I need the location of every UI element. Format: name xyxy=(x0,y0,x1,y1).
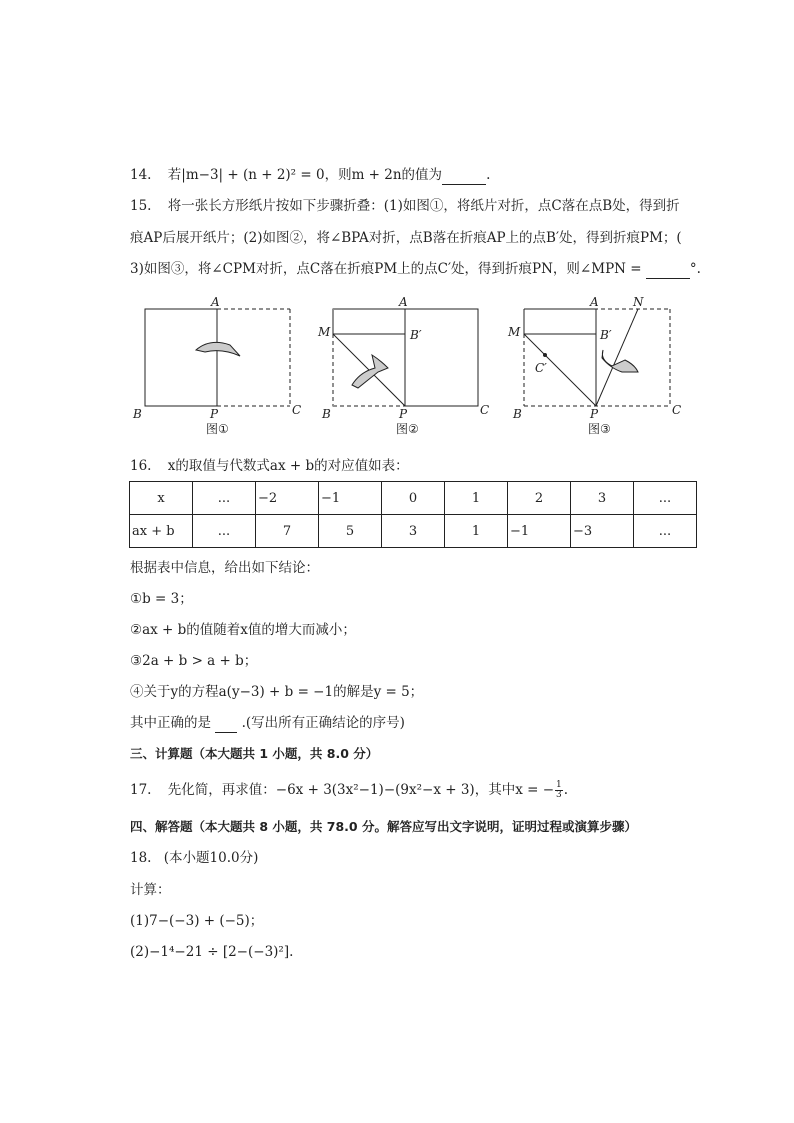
fold-arrow-icon xyxy=(602,350,638,372)
question-number: 17. xyxy=(130,782,152,798)
question-text: x的取值与代数式ax + b的对应值如表： xyxy=(167,458,409,474)
question-suffix: . xyxy=(486,167,491,183)
figure-2 xyxy=(317,295,489,436)
table-cell: −3 xyxy=(571,515,634,548)
ask-suffix: .(写出所有正确结论的序号) xyxy=(237,715,405,731)
figure-caption: 图① xyxy=(206,422,229,436)
folding-figures xyxy=(0,0,794,460)
label-A: A xyxy=(590,295,599,309)
figure-3 xyxy=(507,295,681,436)
table-cell: −1 xyxy=(508,515,571,548)
table-cell: x xyxy=(130,482,193,515)
question-note: (本小题10.0分) xyxy=(163,850,259,866)
section-heading-4: 四、解答题（本大题共 8 小题，共 78.0 分。解答应写出文字说明，证明过程或演算步骤） xyxy=(130,819,637,834)
label-B: B xyxy=(513,407,522,421)
conclusion-4: ④关于y的方程a(y−3) + b = −1的解是y = 5； xyxy=(130,684,424,700)
question-suffix: °. xyxy=(689,261,701,277)
section-heading-3: 三、计算题（本大题共 1 小题，共 8.0 分） xyxy=(130,746,379,761)
table-cell: ... xyxy=(193,482,256,515)
conclusion-3: ③2a + b > a + b； xyxy=(130,653,258,669)
question-suffix: . xyxy=(563,782,569,798)
conclusion-1: ①b = 3； xyxy=(130,591,193,607)
label-B-prime: B′ xyxy=(410,328,422,342)
point-C-prime xyxy=(543,353,547,357)
question-16-ask xyxy=(130,714,405,733)
table-cell: −2 xyxy=(256,482,319,515)
fraction-denominator: 3 xyxy=(556,790,562,800)
question-17 xyxy=(130,781,568,800)
question-16 xyxy=(130,457,409,475)
table-cell: 0 xyxy=(382,482,445,515)
question-number: 14. xyxy=(130,167,152,183)
label-B: B xyxy=(322,407,331,421)
question-18 xyxy=(130,849,258,867)
figure-1 xyxy=(132,295,301,436)
label-P: P xyxy=(590,407,599,421)
label-C: C xyxy=(292,403,302,417)
label-M: M xyxy=(508,325,521,339)
ask-text: 其中正确的是 xyxy=(130,715,216,731)
label-N: N xyxy=(633,295,644,309)
label-B: B xyxy=(133,407,142,421)
question-expression: |m−3| + (n + 2)² = 0，则m + 2n的值为 xyxy=(181,167,443,183)
label-M: M xyxy=(318,325,331,339)
question-number: 16. xyxy=(130,458,152,474)
table-cell: ... xyxy=(634,482,697,515)
table-cell: 3 xyxy=(571,482,634,515)
table-cell: ... xyxy=(634,515,697,548)
label-B-prime: B′ xyxy=(600,328,612,342)
question-text: 痕AP后展开纸片；(2)如图②，将∠BPA对折，点B落在折痕AP上的点B′处，得到折痕PM；( xyxy=(130,230,682,246)
value-table xyxy=(129,481,697,548)
fraction-numerator: 1 xyxy=(556,780,562,790)
question-18-part-2: (2)−1⁴−21 ÷ [2−(−3)²]. xyxy=(130,944,294,960)
label-C: C xyxy=(480,403,490,417)
question-text: 将一张长方形纸片按如下步骤折叠：(1)如图①，将纸片对折，点C落在点B处，得到折 xyxy=(167,198,680,214)
label-C: C xyxy=(672,403,682,417)
table-cell: 3 xyxy=(382,515,445,548)
question-prefix: 若 xyxy=(167,167,182,183)
table-cell: ax + b xyxy=(130,515,193,548)
table-cell: 1 xyxy=(445,515,508,548)
table-row xyxy=(130,482,697,515)
conclusions-lead: 根据表中信息，给出如下结论： xyxy=(130,560,319,576)
question-18-label: 计算： xyxy=(130,882,171,898)
question-18-part-1: (1)7−(−3) + (−5)； xyxy=(130,913,264,929)
answer-blank xyxy=(215,714,237,733)
label-C-prime: C′ xyxy=(535,361,547,375)
table-cell: −1 xyxy=(319,482,382,515)
table-cell: 7 xyxy=(256,515,319,548)
fraction xyxy=(555,781,563,800)
rect-left xyxy=(145,309,217,406)
table-row xyxy=(130,515,697,548)
figure-caption: 图② xyxy=(396,422,419,436)
question-text: 3)如图③，将∠CPM对折，点C落在折痕PM上的点C′处，得到折痕PN，则∠MPN = xyxy=(130,261,646,277)
question-text: 先化简，再求值：−6x + 3(3x²−1)−(9x²−x + 3)，其中x = − xyxy=(167,782,555,798)
label-P: P xyxy=(210,407,219,421)
conclusion-2: ②ax + b的值随着x值的增大而减小； xyxy=(130,622,356,638)
label-A: A xyxy=(399,295,408,309)
table-cell: ... xyxy=(193,515,256,548)
question-number: 18. xyxy=(130,850,152,866)
label-A: A xyxy=(211,295,220,309)
table-cell: 2 xyxy=(508,482,571,515)
figure-caption: 图③ xyxy=(588,422,611,436)
fold-arrow-icon xyxy=(196,342,240,356)
question-number: 15. xyxy=(130,198,152,214)
table-cell: 5 xyxy=(319,515,382,548)
label-P: P xyxy=(399,407,408,421)
table-cell: 1 xyxy=(445,482,508,515)
